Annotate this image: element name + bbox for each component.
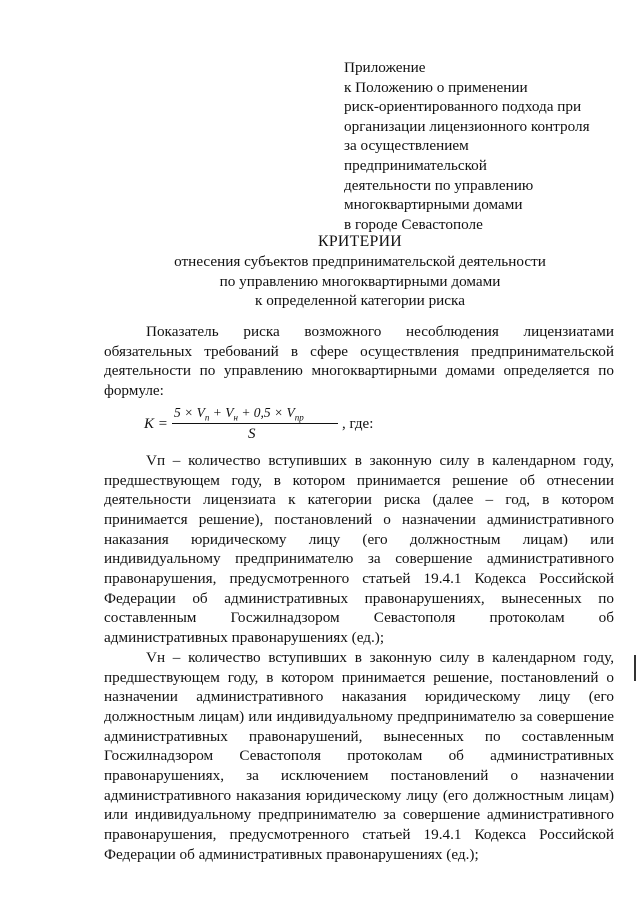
appendix-line: организации лицензионного контроля [344, 117, 590, 135]
subtitle-line: по управлению многоквартирными домами [219, 272, 501, 290]
formula-lhs: K = [144, 415, 168, 432]
formula-suffix: , где: [342, 415, 374, 432]
appendix-line: деятельности по управлению [344, 176, 534, 194]
criteria-title-block [140, 232, 580, 311]
appendix-line: многоквартирными домами [344, 196, 523, 214]
subtitle-line: к определенной категории риска [255, 292, 465, 310]
appendix-line: в городе Севастополе [344, 215, 483, 233]
formula-numerator: $5 \times V_п + V_н + 0,5 \times V_{пр}$ [174, 404, 304, 423]
intro-paragraph: Показатель риска возможного несоблюдения лицензиатами обязательных требований в сфере осуществления предпринимательской деятельности по управлению многоквартирными домами определяется по формуле: [104, 323, 614, 400]
appendix-line: Приложение [344, 59, 426, 76]
vn-definition-paragraph: Vн – количество вступивших в законную силу в календарном году, предшествующем году, в котором принимается решение, постановлений о назначении административного наказания юридическому лицу (его должностным лицам) или индивидуальному предпринимателю за совершение административных правонарушений, вынесенных по составленным Госжилнадзором Севастополя протоколам об административных правонарушениях, за исключением постановлений о назначении административного наказания юридическому лицу (его должностным лицам) или индивидуальному предпринимателю за совершение административного правонарушения, предусмотренного статьей 19.4.1 Кодекса Российской Федерации об административных правонарушениях (ед.); [104, 648, 614, 863]
appendix-line: к Положению о применении [344, 78, 528, 96]
appendix-line: риск-ориентированного подхода при [344, 98, 582, 116]
risk-formula [144, 403, 614, 449]
subtitle-line: отнесения субъектов предпринимательской деятельности [174, 252, 546, 270]
fraction-bar [172, 423, 338, 424]
appendix-line: за осуществлением [344, 137, 469, 155]
document-title: КРИТЕРИИ [317, 233, 403, 250]
formula-denominator: S [248, 425, 256, 442]
appendix-block [344, 58, 614, 234]
scan-margin-mark [634, 655, 636, 681]
vp-definition-paragraph: Vп – количество вступивших в законную силу в календарном году, предшествующем году, в котором принимается решение об отнесении деятельности лицензиата к категории риска (далее – год, в котором принимается решение), постановлений о назначении административного наказания юридическому лицу (его должностным лицам) или индивидуальному предпринимателю за совершение административного правонарушения, предусмотренного статьей 19.4.1 Кодекса Российской Федерации об административных правонарушениях, вынесенных по составленным Госжилнадзором Севастополя протоколам об административных правонарушениях (ед.); [104, 451, 614, 647]
document-body [104, 322, 614, 865]
appendix-line: предпринимательской [344, 156, 487, 174]
